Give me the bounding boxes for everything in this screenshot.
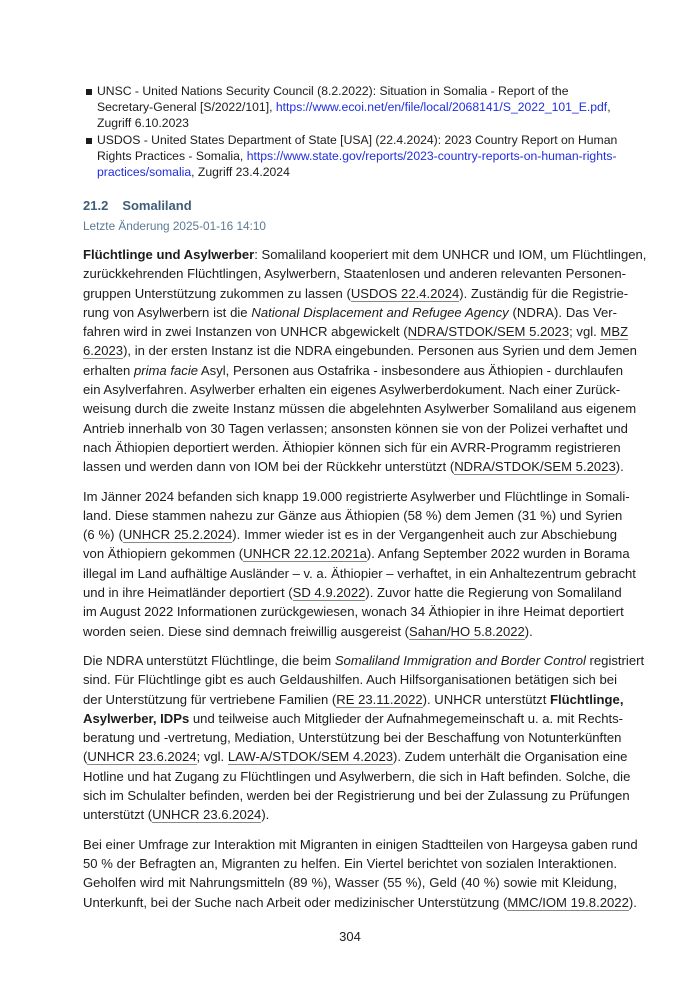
text-line <box>83 835 638 854</box>
body-text: 50 % der Befragten an, Migranten zu helfen. Ein Viertel berichtet von sozialen Interaktionen. <box>83 855 617 871</box>
body-text: land. Diese stammen nahezu zur Gänze aus Äthiopien (58 %) dem Jemen (31 %) und Syrien <box>83 507 623 523</box>
body-text: ( <box>83 749 88 765</box>
body-text: ). Anfang September 2022 wurden in Borama <box>366 546 630 562</box>
text-line <box>83 322 629 341</box>
text-line <box>83 399 637 418</box>
body-text: Im Jänner 2024 befanden sich knapp 19.000 registrierte Asylwerber und Flüchtlinge in Somali- <box>83 488 630 504</box>
paragraph <box>83 835 638 912</box>
section-number: 21.2 <box>83 198 109 213</box>
body-text: ), in der ersten Instanz ist die NDRA eingebunden. Personen aus Syrien und dem Jemen <box>123 343 637 359</box>
body-text: fahren wird in zwei Instanzen von UNHCR abgewickelt ( <box>83 324 408 340</box>
body-text: illegal im Land aufhältige Ausländer – v. a. Äthiopier – verhaftet, in ein Anhaltezentrum gebracht <box>83 565 636 581</box>
text-line <box>83 506 623 525</box>
body-text: im August 2022 Informationen zurückgewiesen, wonach 34 Äthiopier in ihre Heimat deportiert <box>83 604 624 620</box>
bold-text: Flüchtlinge und Asylwerber <box>83 247 255 262</box>
text-line <box>83 457 624 476</box>
text-line <box>83 670 617 689</box>
body-text: ; vgl. <box>196 749 228 765</box>
body-text: ). <box>628 894 637 910</box>
reference-text: UNSC - United Nations Security Council (8.2.2022): Situation in Somalia - Report of the Secretary-General [S/2022/101], <box>97 84 569 114</box>
reference-item <box>83 84 619 131</box>
source-reference-link[interactable]: SD 4.9.2022 <box>292 585 366 601</box>
text-line <box>83 786 630 805</box>
body-text: Antrieb innerhalb von 30 Tagen verlassen; ansonsten können sie von der Polizei verhaftet und <box>83 420 628 436</box>
body-text: weisung durch die zweite Instanz müssen die abgelehnten Asylwerber Somaliland aus eigenem <box>83 401 637 417</box>
bullet-icon <box>86 138 92 144</box>
text-line <box>83 419 628 438</box>
body-text: Geholfen wird mit Nahrungsmitteln (89 %), Wasser (55 %), Geld (40 %) sowie mit Kleidung, <box>83 875 617 891</box>
source-reference-link[interactable]: MBZ <box>600 324 629 340</box>
reference-item <box>83 133 619 180</box>
paragraph <box>83 651 645 825</box>
body-text: ). Zuvor hatte die Regierung von Somaliland <box>365 585 622 601</box>
body-text: (NDRA). Das Ver- <box>508 304 617 320</box>
text-line <box>83 805 617 824</box>
source-reference-link[interactable]: NDRA/STDOK/SEM 5.2023 <box>454 459 616 475</box>
body-text: : Somaliland kooperiert mit dem UNHCR und IOM, um Flüchtlingen, <box>254 247 647 262</box>
italic-text: Somaliland Immigration and Border Control <box>334 652 586 668</box>
text-line <box>83 893 637 912</box>
section-title: Somaliland <box>122 198 192 213</box>
reference-link[interactable]: https://www.ecoi.net/en/file/local/2068141/S_2022_101_E.pdf <box>275 99 608 114</box>
last-changed: Letzte Änderung 2025-01-16 14:10 <box>83 219 266 233</box>
page-number: 304 <box>339 929 361 944</box>
body-text: und in ihre Heimatländer deportiert ( <box>83 585 293 601</box>
body-text: ). <box>615 459 624 475</box>
body-text: beratung und -vertretung, Mediation, Unterstützung bei der Beschaffung von Notunterkünften <box>83 730 622 746</box>
text-line <box>83 245 647 264</box>
text-line <box>83 341 637 360</box>
body-text: unterstützt ( <box>83 807 153 823</box>
reference-link[interactable]: https://www.state.gov/reports/2023-country-reports-on-human-rights-practices/somalia <box>97 149 617 179</box>
source-reference-link[interactable]: UNHCR 23.6.2024 <box>152 807 262 823</box>
body-text: ). UNHCR unterstützt <box>422 691 550 707</box>
text-line <box>83 303 617 322</box>
body-text: nach Äthiopien deportiert werden. Äthiopier können sich für ein AVRR-Programm registrieren <box>83 439 621 455</box>
body-text: und teilweise auch Mitglieder der Aufnahmegemeinschaft u. a. mit Rechts- <box>189 710 624 726</box>
text-line <box>83 487 630 506</box>
reference-text: USDOS - United States Department of State [USA] (22.4.2024): 2023 Country Report on Human Rights Practices - Somalia, <box>97 133 618 164</box>
text-line <box>83 583 622 602</box>
body-text: rung von Asylwerbern ist die <box>83 304 252 320</box>
text-line <box>83 854 617 873</box>
body-text: von Äthiopiern gekommen ( <box>83 546 244 562</box>
source-reference-link[interactable]: MMC/IOM 19.8.2022 <box>507 894 629 910</box>
text-line <box>83 380 621 399</box>
body-text: der Unterstützung für vertriebene Familien ( <box>83 691 337 707</box>
body-text: Die NDRA unterstützt Flüchtlinge, die beim <box>83 652 335 668</box>
body-text: Hotline und hat Zugang zu Flüchtlingen und Asylwerbern, die sich in Haft befinden. Solche, die <box>83 768 631 784</box>
source-reference-link[interactable]: UNHCR 25.2.2024 <box>122 527 233 543</box>
text-line <box>83 622 617 641</box>
body-text: (6 %) ( <box>83 527 123 543</box>
italic-text: prima facie <box>133 362 199 378</box>
text-line <box>83 264 627 283</box>
body-text: sind. Für Flüchtlinge gibt es auch Geldaushilfen. Auch Hilfsorganisationen betätigen sich bei <box>83 672 617 688</box>
text-line <box>83 728 622 747</box>
text-line <box>83 544 630 563</box>
text-line <box>83 438 621 457</box>
reference-list <box>83 84 619 183</box>
body-text: ). <box>261 807 270 823</box>
source-reference-link[interactable]: UNHCR 22.12.2021a <box>243 546 367 562</box>
source-reference-link[interactable]: 6.2023 <box>83 343 124 359</box>
bold-text: Flüchtlinge, <box>549 691 624 707</box>
body-text: lassen und werden dann von IOM bei der Rückkehr unterstützt ( <box>83 459 455 475</box>
section-body <box>83 245 647 922</box>
bullet-icon <box>86 89 92 95</box>
italic-text: National Displacement and Refugee Agency <box>251 304 509 320</box>
body-text: Bei einer Umfrage zur Interaktion mit Migranten in einigen Stadtteilen von Hargeysa gaben rund <box>83 836 638 852</box>
source-reference-link[interactable]: Sahan/HO 5.8.2022 <box>409 623 525 639</box>
body-text: ). Zudem unterhält die Organisation eine <box>393 749 628 765</box>
text-line <box>83 564 636 583</box>
body-text: worden seien. Diese sind demnach freiwillig ausgereist ( <box>83 623 410 639</box>
text-line <box>83 690 624 709</box>
text-line <box>83 709 624 728</box>
body-text: Unterkunft, bei der Suche nach Arbeit oder medizinischer Unterstützung ( <box>83 894 508 910</box>
paragraph <box>83 487 636 641</box>
text-line <box>83 873 617 892</box>
body-text: ein Asylverfahren. Asylwerber erhalten ein eigenes Asylwerberdokument. Nach einer Zurück- <box>83 382 621 398</box>
text-line <box>83 747 628 766</box>
text-line <box>83 525 617 544</box>
source-reference-link[interactable]: LAW-A/STDOK/SEM 4.2023 <box>227 749 394 765</box>
body-text: ; vgl. <box>569 324 601 340</box>
source-reference-link[interactable]: UNHCR 23.6.2024 <box>87 749 197 765</box>
text-line <box>83 361 624 380</box>
reference-access-date: , Zugriff 23.4.2024 <box>191 164 290 179</box>
body-text: sich im Schulalter befinden, werden bei der Registrierung und bei der Zulassung zu Prüfungen <box>83 788 630 804</box>
bold-text: Asylwerber, IDPs <box>83 710 190 726</box>
text-line <box>83 284 629 303</box>
reference-access-date: , Zugriff 6.10.2023 <box>97 99 611 130</box>
body-text: erhalten <box>83 362 134 378</box>
body-text: ). <box>524 623 533 639</box>
source-reference-link[interactable]: RE 23.11.2022 <box>336 691 423 707</box>
paragraph <box>83 245 647 477</box>
text-line <box>83 602 624 621</box>
text-line <box>83 651 645 670</box>
text-line <box>83 767 631 786</box>
body-text: registriert <box>585 652 645 668</box>
body-text: ). Zuständig für die Registrie- <box>459 285 629 301</box>
body-text: gruppen Unterstützung zukommen zu lassen ( <box>83 285 351 301</box>
source-reference-link[interactable]: NDRA/STDOK/SEM 5.2023 <box>407 324 570 340</box>
body-text: zurückkehrenden Flüchtlingen, Asylwerbern, Staatenlosen und anderen relevanten Personen- <box>83 266 627 282</box>
body-text: ). Immer wieder ist es in der Vergangenheit auch zur Abschiebung <box>232 527 618 543</box>
body-text: Asyl, Personen aus Ostafrika - insbesondere aus Äthiopien - durchlaufen <box>198 362 624 378</box>
source-reference-link[interactable]: USDOS 22.4.2024 <box>350 285 460 301</box>
section-heading <box>83 198 192 213</box>
